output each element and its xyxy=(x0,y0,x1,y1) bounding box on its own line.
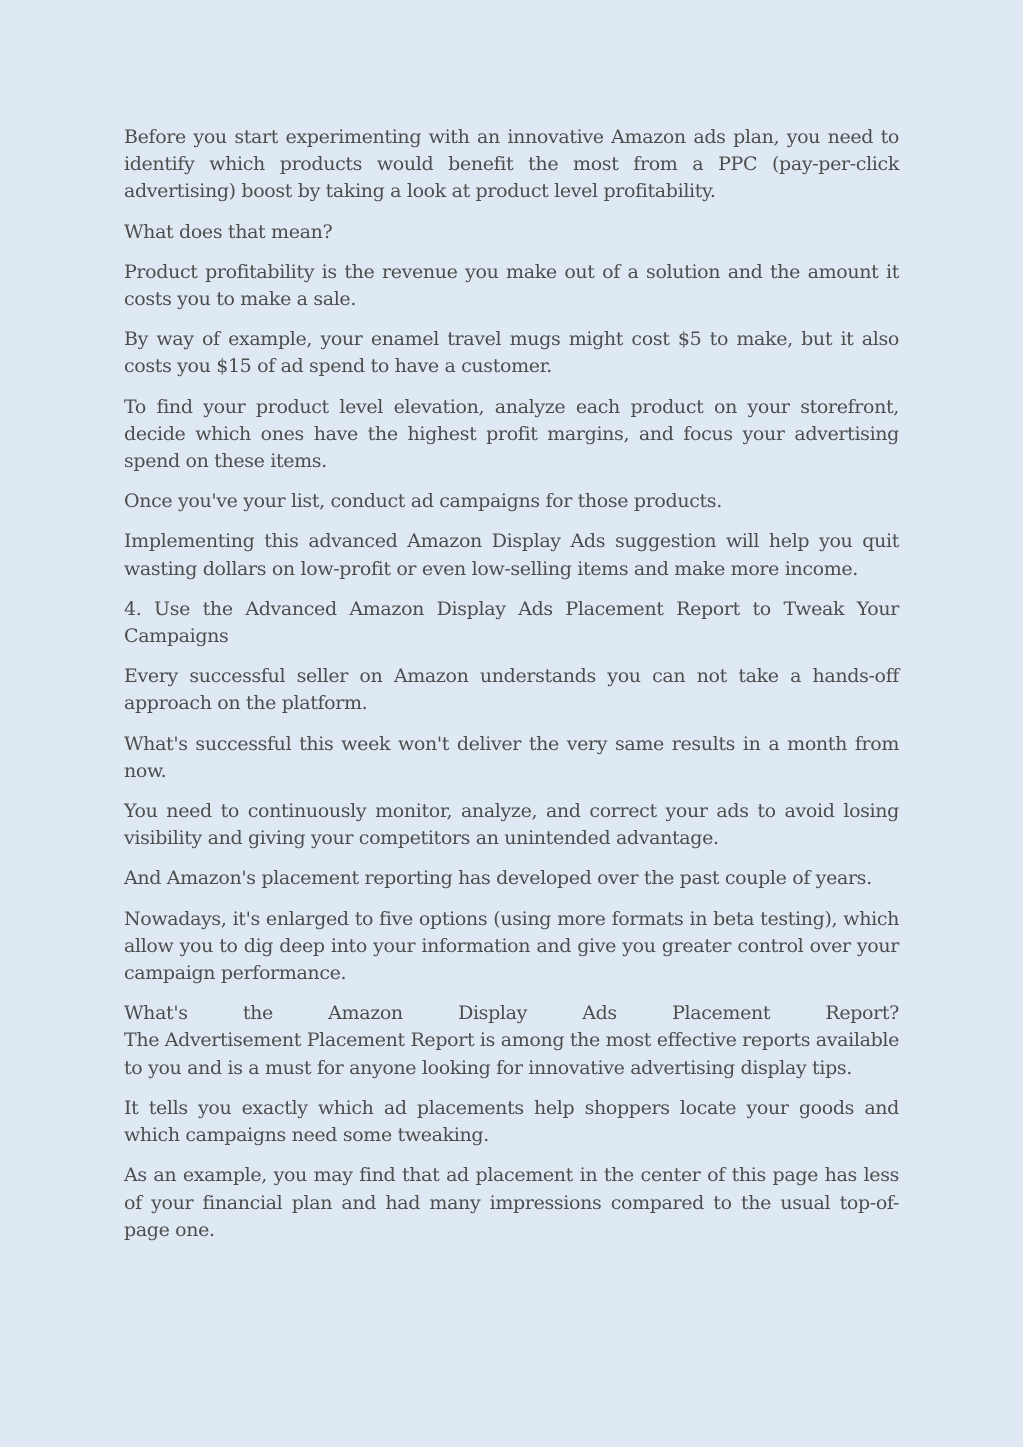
paragraph-report xyxy=(124,1000,899,1082)
document-page xyxy=(124,124,899,1257)
report-heading: What's the Amazon Display Ads Placement Report? xyxy=(124,1002,899,1025)
paragraph-definition: Product profitability is the revenue you make out of a solution and the amount it costs you to make a sale. xyxy=(124,260,899,311)
paragraph-seller: Every successful seller on Amazon understands you can not take a hands-off approach on the platform. xyxy=(124,665,899,715)
paragraph-tells-you: It tells you exactly which ad placements help shoppers locate your goods and which campaigns need some tweaking. xyxy=(124,1096,899,1147)
paragraph-list: Once you've your list, conduct ad campaigns for those products. xyxy=(124,490,722,513)
paragraph-as-example: As an example, you may find that ad placement in the center of this page has less of your financial plan and had many impressions compared to the usual top-of-page one. xyxy=(124,1164,899,1241)
paragraph-intro: Before you start experimenting with an innovative Amazon ads plan, you need to identify which products would benefit the most from a PPC (pay-per-click advertising) boost by taking a look at product level profitability. xyxy=(124,126,899,203)
paragraph-example: By way of example, your enamel travel mugs might cost $5 to make, but it also costs you $15 of ad spend to have a customer. xyxy=(124,328,899,378)
paragraph-question: What does that mean? xyxy=(124,220,333,243)
paragraph-implementing: Implementing this advanced Amazon Display Ads suggestion will help you quit wasting dollars on low-profit or even low-selling items and make more income. xyxy=(124,530,899,580)
section-heading-4: 4. Use the Advanced Amazon Display Ads Placement Report to Tweak Your Campaigns xyxy=(124,597,899,648)
report-body: The Advertisement Placement Report is among the most effective reports available to you and is a must for anyone looking for innovative advertising display tips. xyxy=(124,1029,900,1079)
paragraph-placement-reporting: And Amazon's placement reporting has developed over the past couple of years. xyxy=(124,867,872,890)
paragraph-monitor: You need to continuously monitor, analyze, and correct your ads to avoid losing visibility and giving your competitors an unintended advantage. xyxy=(124,800,899,850)
paragraph-this-week: What's successful this week won't deliver the very same results in a month from now. xyxy=(124,732,899,782)
paragraph-nowadays: Nowadays, it's enlarged to five options (using more formats in beta testing), which allow you to dig deep into your information and give you greater control over your campaign performance. xyxy=(124,907,899,985)
paragraph-find-elevation: To find your product level elevation, analyze each product on your storefront, decide which ones have the highest profit margins, and focus your advertising spend on these items. xyxy=(124,395,899,473)
